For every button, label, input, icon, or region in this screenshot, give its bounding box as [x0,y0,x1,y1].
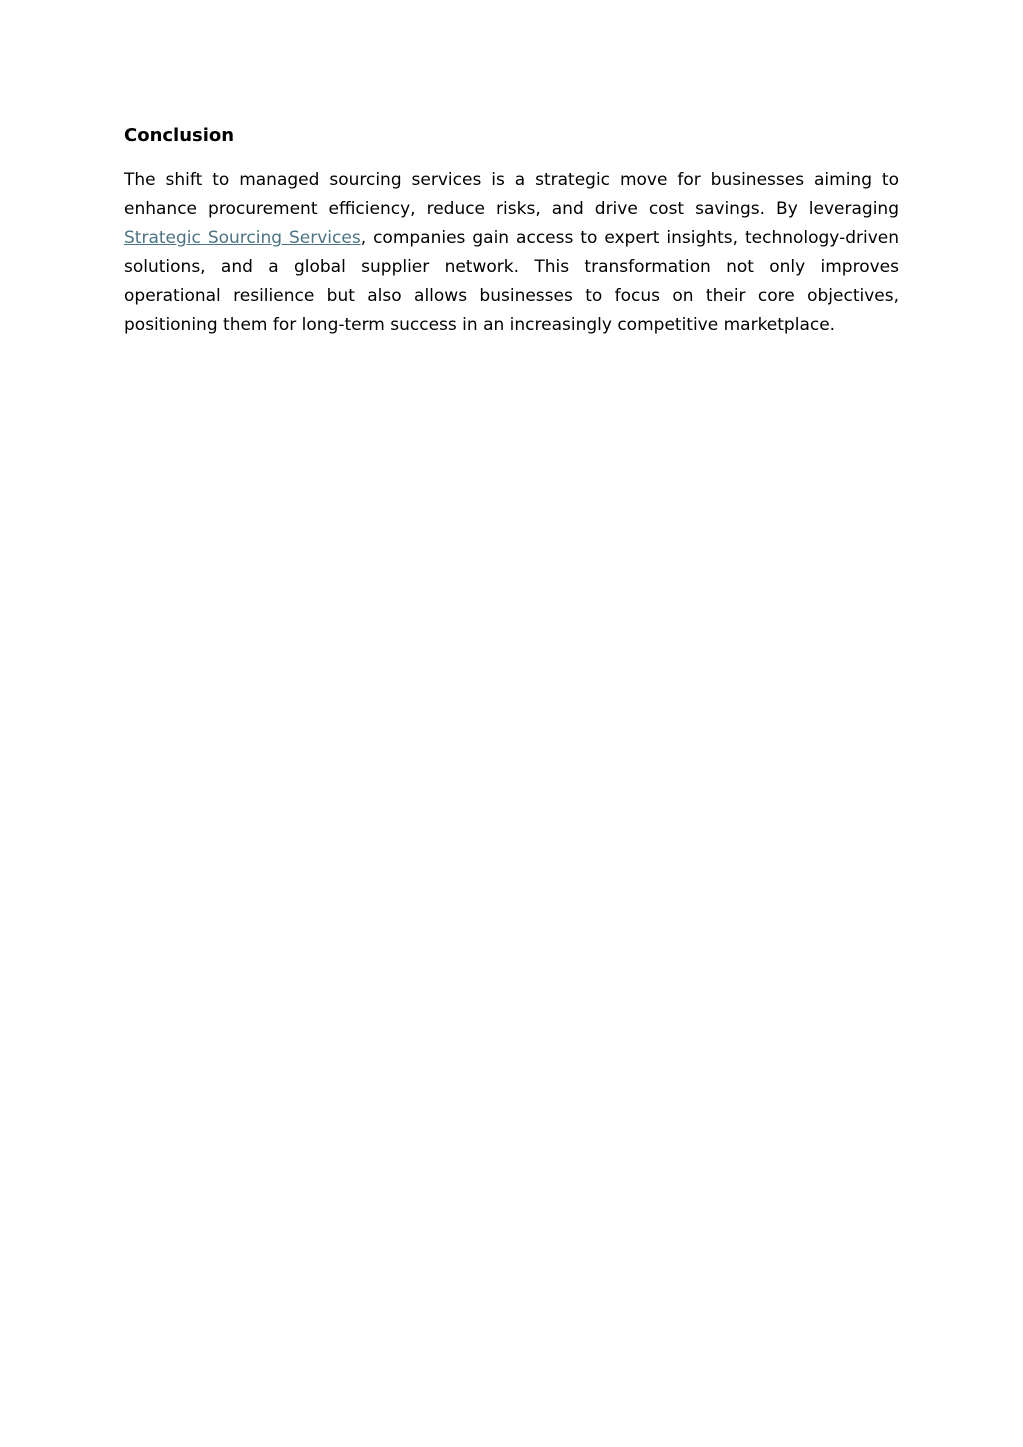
strategic-sourcing-services-link[interactable]: Strategic Sourcing Services [124,228,361,248]
section-heading: Conclusion [124,125,235,146]
paragraph-text-after-link: , companies gain access to expert insights, technology-driven solutions, and a global supplier network. This transformation not only improves operational resilience but also allows businesses to focus on their core objectives, positioning them for long-term success in an increasingly competitive marketplace. [124,228,900,335]
paragraph-text-before-link: The shift to managed sourcing services is a strategic move for businesses aiming to enhance procurement efficiency, reduce risks, and drive cost savings. By leveraging [124,170,899,219]
conclusion-paragraph [124,166,899,340]
document-content [124,122,899,340]
